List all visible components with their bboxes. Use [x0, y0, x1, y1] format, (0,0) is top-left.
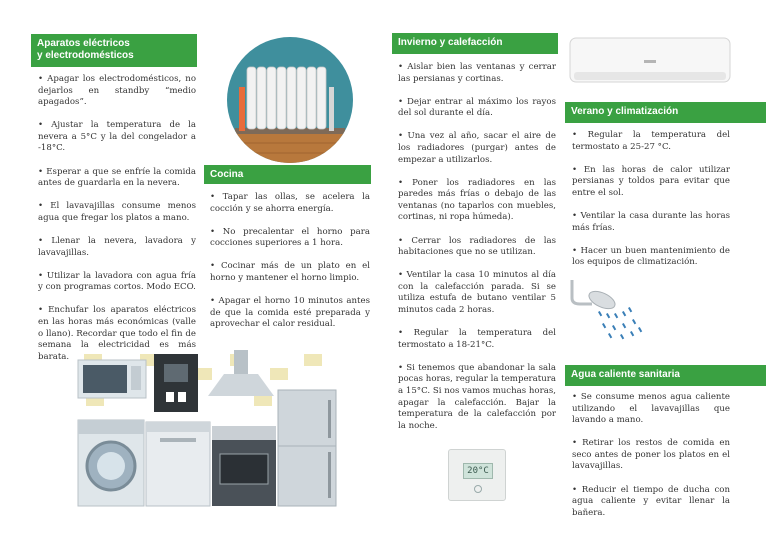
header-aparatos	[31, 34, 197, 67]
radiator-illustration	[225, 35, 355, 165]
header-invierno: Invierno y calefacción	[392, 33, 558, 54]
header-verano: Verano y climatización	[565, 102, 766, 123]
shower-icon	[568, 278, 648, 342]
list-item: • Una vez al año, sacar el aire de los radiadores (purgar) antes de empezar a utilizarlos.	[398, 131, 556, 166]
appliances-illustration	[74, 348, 340, 510]
list-aparatos	[38, 74, 196, 375]
header-cocina: Cocina	[204, 165, 371, 184]
list-item: • Esperar a que se enfríe la comida antes de guardarla en la nevera.	[38, 167, 196, 190]
header-aparatos-line2: y electrodomésticos	[37, 50, 134, 61]
list-item: • Regular la temperatura del termostato a 25-27 °C.	[572, 130, 730, 153]
list-item: • Apagar el horno 10 minutos antes de que la comida esté preparada y aprovechar el calor residual.	[210, 296, 370, 331]
list-cocina	[210, 192, 370, 342]
list-item: • Reducir el tiempo de ducha con agua caliente y evitar llenar la bañera.	[572, 485, 730, 520]
list-item: • Ventilar la casa 10 minutos al día con la calefacción parada. Si se utiliza estufa de butano ventilar 5 minutos cada 2 horas.	[398, 270, 556, 316]
thermostat-device	[448, 449, 506, 501]
list-item: • Retirar los restos de comida en seco antes de poner los platos en el lavavajillas.	[572, 438, 730, 473]
list-item: • Dejar entrar al máximo los rayos del sol durante el día.	[398, 97, 556, 120]
air-conditioner-illustration	[568, 36, 732, 88]
list-item: • Utilizar la lavadora con agua fría y con programas cortos. Modo ECO.	[38, 271, 196, 294]
list-verano	[572, 130, 730, 280]
list-item: • Llenar la nevera, lavadora y lavavajillas.	[38, 236, 196, 259]
list-agua	[572, 392, 730, 531]
list-item: • Cerrar los radiadores de las habitaciones que no se utilizan.	[398, 236, 556, 259]
list-item: • Hacer un buen mantenimiento de los equipos de climatización.	[572, 246, 730, 269]
header-agua: Agua caliente sanitaria	[565, 365, 766, 386]
list-invierno	[398, 62, 556, 444]
list-item: • Se consume menos agua caliente utilizando el lavavajillas que lavando a mano.	[572, 392, 730, 427]
list-item: • Tapar las ollas, se acelera la cocción y se ahorra energía.	[210, 192, 370, 215]
list-item: • Ajustar la temperatura de la nevera a 5°C y la del congelador a -18°C.	[38, 120, 196, 155]
list-item: • El lavavajillas consume menos agua que fregar los platos a mano.	[38, 201, 196, 224]
thermostat-button	[474, 485, 482, 493]
list-item: • Si tenemos que abandonar la sala pocas horas, regular la temperatura a 15°C. Si nos vamos muchas horas, apagar la calefacción. Bajar la temperatura de la calefacción por la noche.	[398, 363, 556, 433]
list-item: • Aislar bien las ventanas y cerrar las persianas y cortinas.	[398, 62, 556, 85]
list-item: • Enchufar los aparatos eléctricos en las horas más económicas (valle o llano). Recordar que todo el fin de semana la electricidad es más barata.	[38, 305, 196, 363]
header-aparatos-line1: Aparatos eléctricos	[37, 38, 130, 49]
list-item: • Apagar los electrodomésticos, no dejarlos en standby “medio apagados”.	[38, 74, 196, 109]
list-item: • Poner los radiadores en las paredes más frías o debajo de las ventanas (no taparlos con muebles, cortinas, ni ropa húmeda).	[398, 178, 556, 224]
list-item: • No precalentar el horno para cocciones superiores a 1 hora.	[210, 227, 370, 250]
list-item: • Cocinar más de un plato en el horno y mantener el horno limpio.	[210, 261, 370, 284]
list-item: • Ventilar la casa durante las horas más frías.	[572, 211, 730, 234]
list-item: • Regular la temperatura del termostato a 18-21°C.	[398, 328, 556, 351]
thermostat-display: 20°C	[463, 463, 493, 479]
list-item: • En las horas de calor utilizar persianas y toldos para evitar que entre el sol.	[572, 165, 730, 200]
